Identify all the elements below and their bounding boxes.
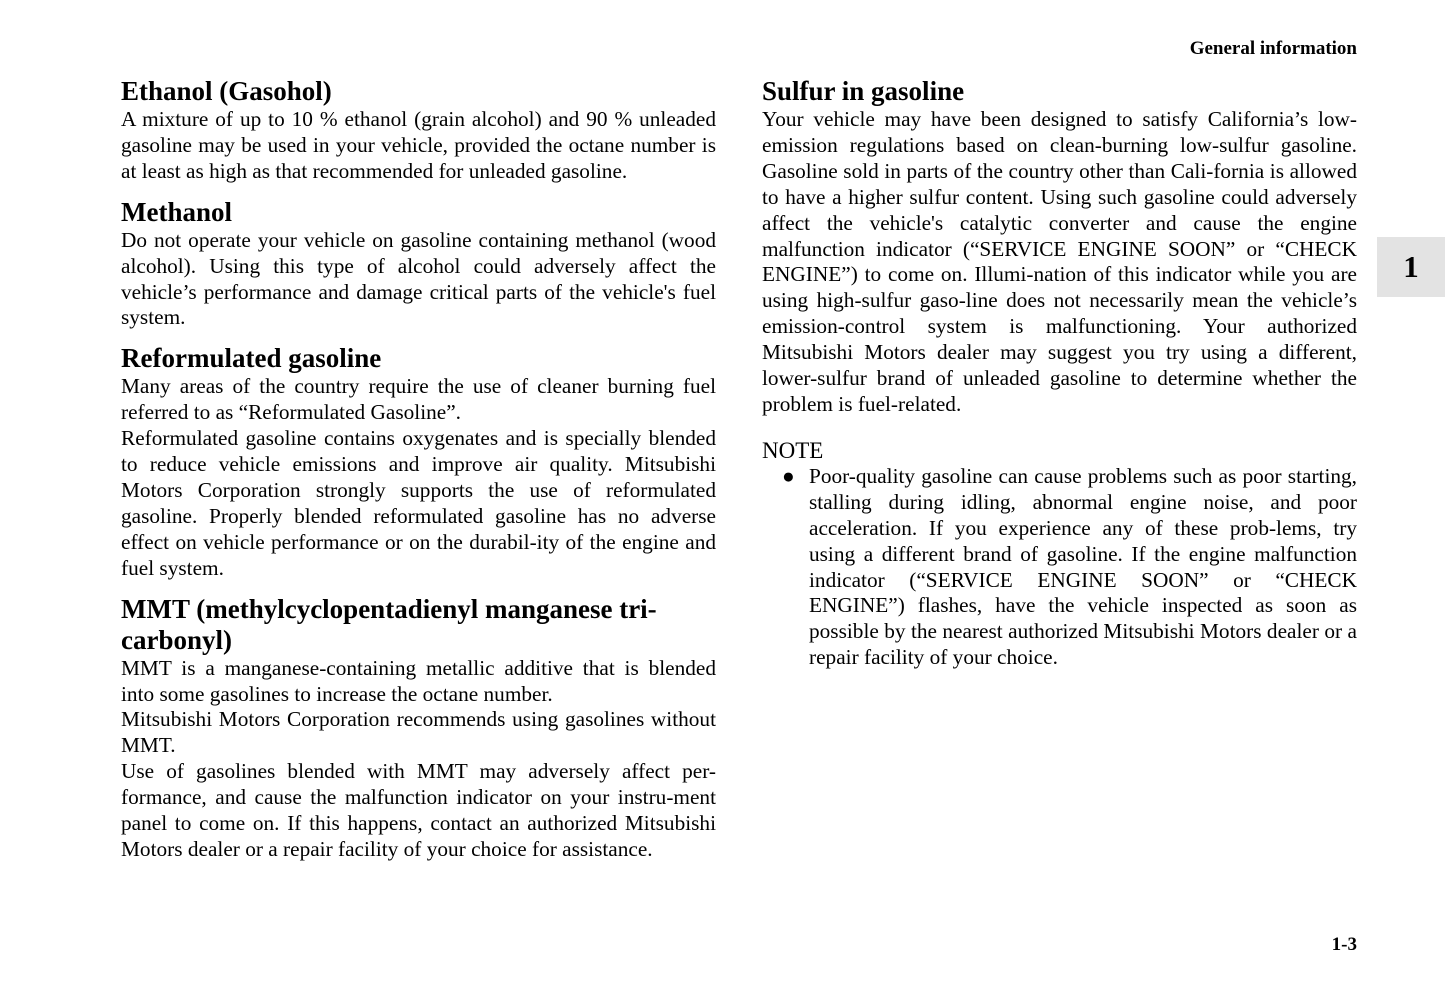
section-methanol xyxy=(121,197,716,332)
paragraph: Use of gasolines blended with MMT may adversely affect per-formance, and cause the malfunction indicator on your instru-ment panel to come on. If this happens, contact an authorized Mitsubishi Motors dealer or a repair facility of your choice for assistance. xyxy=(121,759,716,861)
section-heading: Methanol xyxy=(121,196,232,227)
left-column xyxy=(121,76,716,875)
section-heading: MMT (methylcyclopentadienyl manganese tri-carbonyl) xyxy=(121,593,657,655)
note-item xyxy=(762,464,1357,671)
section-sulfur xyxy=(762,76,1357,418)
section-heading: Ethanol (Gasohol) xyxy=(121,76,332,106)
section-ethanol xyxy=(121,76,716,185)
page-number: 1-3 xyxy=(1331,934,1357,955)
right-column xyxy=(762,76,1357,671)
bullet-icon: ● xyxy=(782,463,795,488)
note-title: NOTE xyxy=(762,437,824,463)
paragraph: Mitsubishi Motors Corporation recommends using gasolines without MMT. xyxy=(121,707,716,758)
section-heading: Sulfur in gasoline xyxy=(762,76,965,106)
running-header: General information xyxy=(1189,38,1357,59)
section-reformulated xyxy=(121,343,716,581)
section-mmt xyxy=(121,594,716,863)
paragraph: Reformulated gasoline contains oxygenates and is specially blended to reduce vehicle emissions and improve air quality. Mitsubishi Motors Corporation strongly supports the use of reformulated gasoline. Properly blended reformulated gasoline has no adverse effect on vehicle performance or on the durabil-ity of the engine and fuel system. xyxy=(121,426,716,580)
chapter-tab: 1 xyxy=(1377,237,1445,297)
paragraph: Many areas of the country require the use of cleaner burning fuel referred to as “Reformulated Gasoline”. xyxy=(121,374,716,425)
paragraph: Do not operate your vehicle on gasoline containing methanol (wood alcohol). Using this type of alcohol could adversely affect the vehicle’s performance and damage critical parts of the vehicle's fuel system. xyxy=(121,227,716,330)
paragraph: MMT is a manganese-containing metallic additive that is blended into some gasolines to increase the octane number. xyxy=(121,655,716,706)
section-heading: Reformulated gasoline xyxy=(121,343,382,374)
paragraph: Your vehicle may have been designed to satisfy California’s low-emission regulations based on clean-burning low-sulfur gasoline. Gasoline sold in parts of the country other than Cali-fornia is allowed to have a higher sulfur content. Using such gasoline could adversely affect the vehicle's catalytic converter and cause the engine malfunction indicator (“SERVICE ENGINE SOON” or “CHECK ENGINE”) to come on. Illumi-nation of this indicator while you are using high-sulfur gaso-line does not necessarily mean the vehicle’s emission-control system is malfunctioning. Your authorized Mitsubishi Motors dealer may suggest you try using a different, lower-sulfur brand of unleaded gasoline to determine whether the problem is fuel-related. xyxy=(762,107,1357,416)
note-text: Poor-quality gasoline can cause problems such as poor starting, stalling during idling, abnormal engine noise, and poor acceleration. If you experience any of these prob-lems, try using a different brand of gasoline. If the engine malfunction indicator (“SERVICE ENGINE SOON” or “CHECK ENGINE”) flashes, have the vehicle inspected as soon as possible by the nearest authorized Mitsubishi Motors dealer or a repair facility of your choice. xyxy=(809,463,1357,670)
paragraph: A mixture of up to 10 % ethanol (grain alcohol) and 90 % unleaded gasoline may be used in your vehicle, provided the octane number is at least as high as that recommended for unleaded gasoline. xyxy=(121,107,716,183)
